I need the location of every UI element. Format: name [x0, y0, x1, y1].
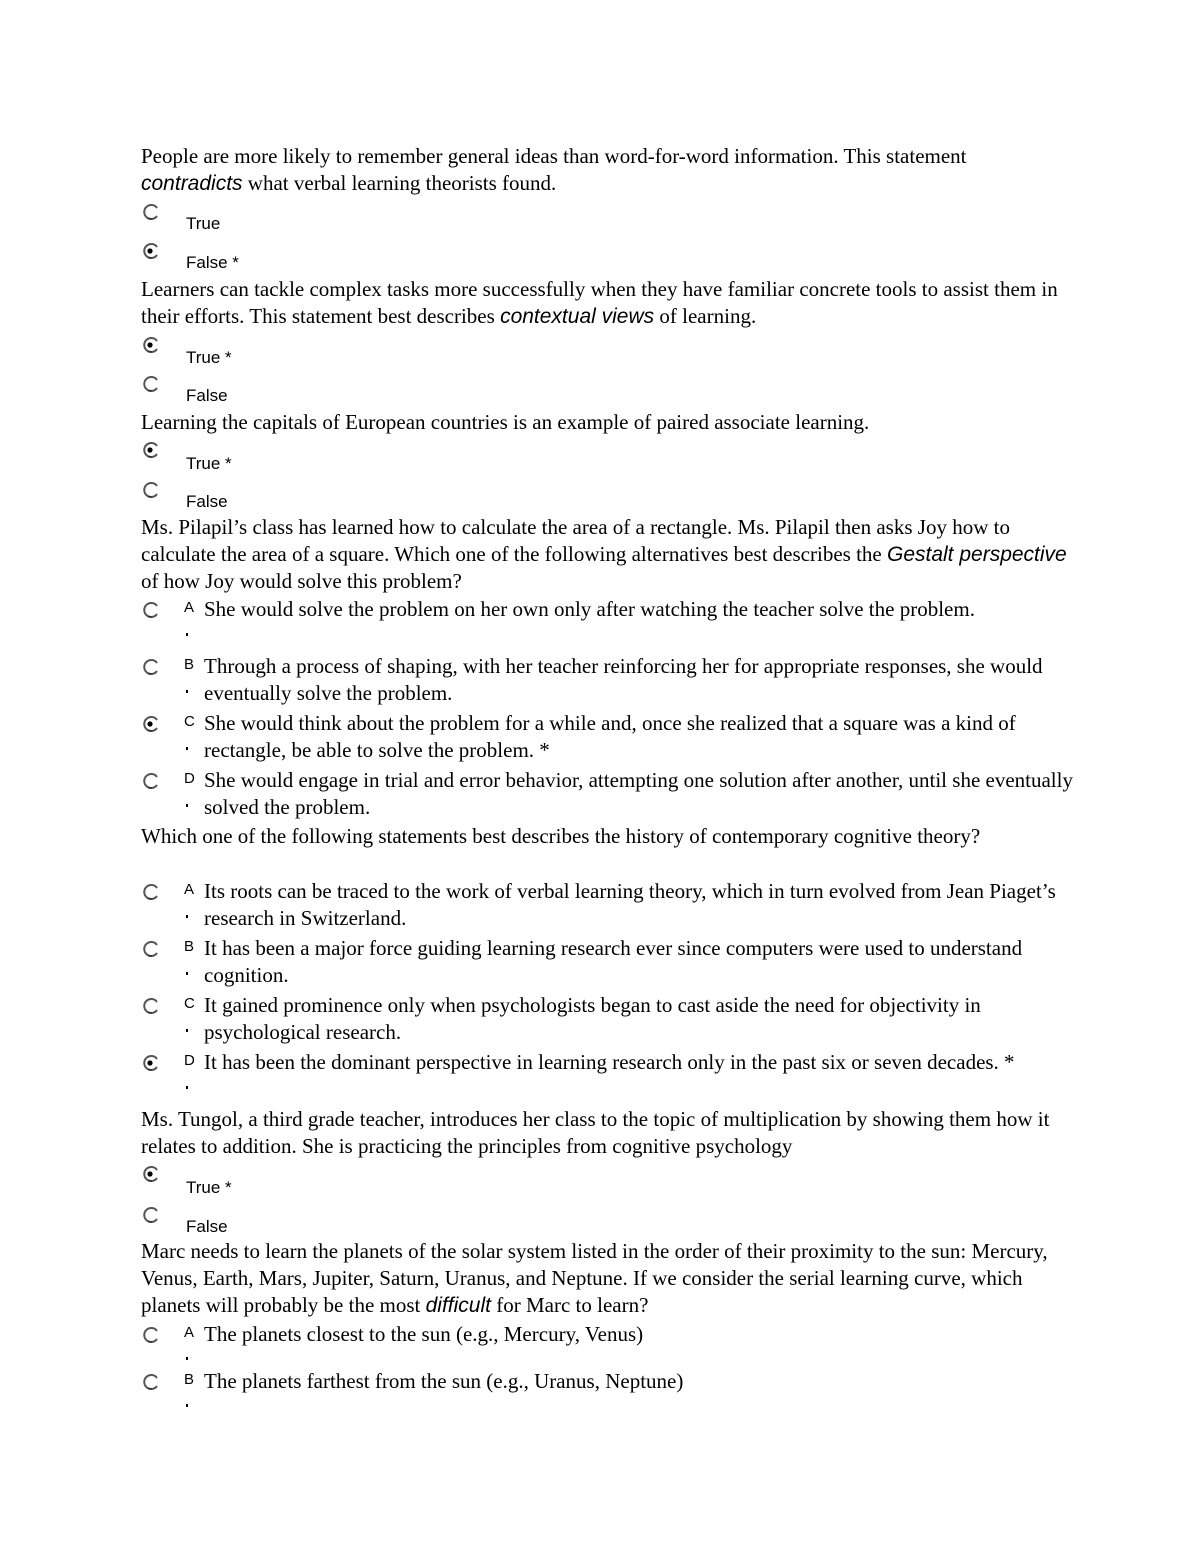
question-1: [141, 143, 1071, 197]
question-text: for Marc to learn?: [490, 1293, 649, 1317]
option-label: False: [186, 492, 228, 511]
option-text: The planets farthest from the sun (e.g., Uranus, Neptune): [204, 1369, 684, 1393]
option-text: She would engage in trial and error behavior, attempting one solution after another, until she eventually solved the problem.: [204, 768, 1073, 819]
emphasis-text: Gestalt perspective: [886, 543, 1067, 566]
option-text: She would think about the problem for a while and, once she realized that a square was a kind of rectangle, be able to solve the problem. *: [204, 711, 1016, 762]
question-text: People are more likely to remember general ideas than word-for-word information. This statement: [141, 144, 967, 168]
option-letter: A: [184, 881, 195, 898]
question-text: what verbal learning theorists found.: [242, 171, 557, 195]
question-3: Learning the capitals of European countries is an example of paired associate learning.: [141, 410, 870, 434]
option-label: True: [186, 214, 221, 233]
option-letter: C: [184, 713, 195, 730]
radio-unselected-icon[interactable]: [142, 375, 160, 393]
option-letter: B: [184, 1371, 195, 1388]
option-letter: D: [184, 770, 195, 787]
radio-selected-icon[interactable]: [142, 336, 160, 354]
radio-selected-icon[interactable]: [142, 1054, 160, 1072]
option-dot: [186, 972, 188, 975]
radio-unselected-icon[interactable]: [142, 658, 160, 676]
option-label: True *: [186, 348, 232, 367]
radio-selected-icon[interactable]: [142, 242, 160, 260]
radio-unselected-icon[interactable]: [142, 883, 160, 901]
emphasis-text: difficult: [425, 1294, 491, 1317]
question-text: of learning.: [654, 304, 757, 328]
question-2: [141, 276, 1071, 330]
question-4: [141, 514, 1071, 595]
radio-unselected-icon[interactable]: [142, 997, 160, 1015]
radio-unselected-icon[interactable]: [142, 481, 160, 499]
option-dot: [186, 633, 188, 636]
question-text: Learners can tackle complex tasks more successfully when they have familiar concrete tools to assist them in their efforts. This statement best describes: [141, 277, 1058, 328]
emphasis-text: contextual views: [500, 305, 655, 328]
option-text: It has been the dominant perspective in learning research only in the past six or seven decades. *: [204, 1050, 1015, 1074]
option-dot: [186, 915, 188, 918]
option-dot: [186, 1029, 188, 1032]
question-6: Ms. Tungol, a third grade teacher, introduces her class to the topic of multiplication by showing them how it relates to addition. She is practicing the principles from cognitive psychology: [141, 1107, 1050, 1158]
question-text: Ms. Pilapil’s class has learned how to calculate the area of a rectangle. Ms. Pilapil then asks Joy how to calculate the area of a square. Which one of the following alternatives best describes the: [141, 515, 1010, 566]
question-text: of how Joy would solve this problem?: [141, 569, 462, 593]
option-label: False *: [186, 253, 239, 272]
radio-unselected-icon[interactable]: [142, 1326, 160, 1344]
option-letter: B: [184, 938, 195, 955]
option-dot: [186, 747, 188, 750]
radio-unselected-icon[interactable]: [142, 940, 160, 958]
option-text: The planets closest to the sun (e.g., Mercury, Venus): [204, 1322, 644, 1346]
question-text: Marc needs to learn the planets of the solar system listed in the order of their proximity to the sun: Mercury, Venus, Earth, Mars, Jupiter, Saturn, Uranus, and Neptune. If we consider the serial learning curve, which planets will probably be the most: [141, 1239, 1048, 1317]
radio-unselected-icon[interactable]: [142, 601, 160, 619]
radio-selected-icon[interactable]: [142, 715, 160, 733]
option-letter: C: [184, 995, 195, 1012]
option-label: True *: [186, 1178, 232, 1197]
radio-unselected-icon[interactable]: [142, 772, 160, 790]
option-dot: [186, 804, 188, 807]
option-text: It gained prominence only when psychologists began to cast aside the need for objectivity in psychological research.: [204, 993, 981, 1044]
radio-unselected-icon[interactable]: [142, 1206, 160, 1224]
option-dot: [186, 690, 188, 693]
option-letter: D: [184, 1052, 195, 1069]
question-7: [141, 1238, 1071, 1319]
option-label: False: [186, 1217, 228, 1236]
option-text: She would solve the problem on her own only after watching the teacher solve the problem.: [204, 597, 975, 621]
emphasis-text: contradicts: [141, 172, 243, 195]
radio-unselected-icon[interactable]: [142, 203, 160, 221]
radio-unselected-icon[interactable]: [142, 1373, 160, 1391]
option-label: True *: [186, 454, 232, 473]
option-dot: [186, 1086, 188, 1089]
option-letter: A: [184, 599, 195, 616]
option-text: It has been a major force guiding learning research ever since computers were used to understand cognition.: [204, 936, 1023, 987]
option-text: Through a process of shaping, with her teacher reinforcing her for appropriate responses, she would eventually solve the problem.: [204, 654, 1043, 705]
option-text: Its roots can be traced to the work of verbal learning theory, which in turn evolved from Jean Piaget’s research in Switzerland.: [204, 879, 1056, 930]
radio-selected-icon[interactable]: [142, 441, 160, 459]
radio-selected-icon[interactable]: [142, 1165, 160, 1183]
option-dot: [186, 1404, 188, 1407]
option-letter: B: [184, 656, 195, 673]
option-label: False: [186, 386, 228, 405]
question-5: Which one of the following statements best describes the history of contemporary cognitive theory?: [141, 824, 981, 848]
option-dot: [186, 1357, 188, 1360]
option-letter: A: [184, 1324, 195, 1341]
